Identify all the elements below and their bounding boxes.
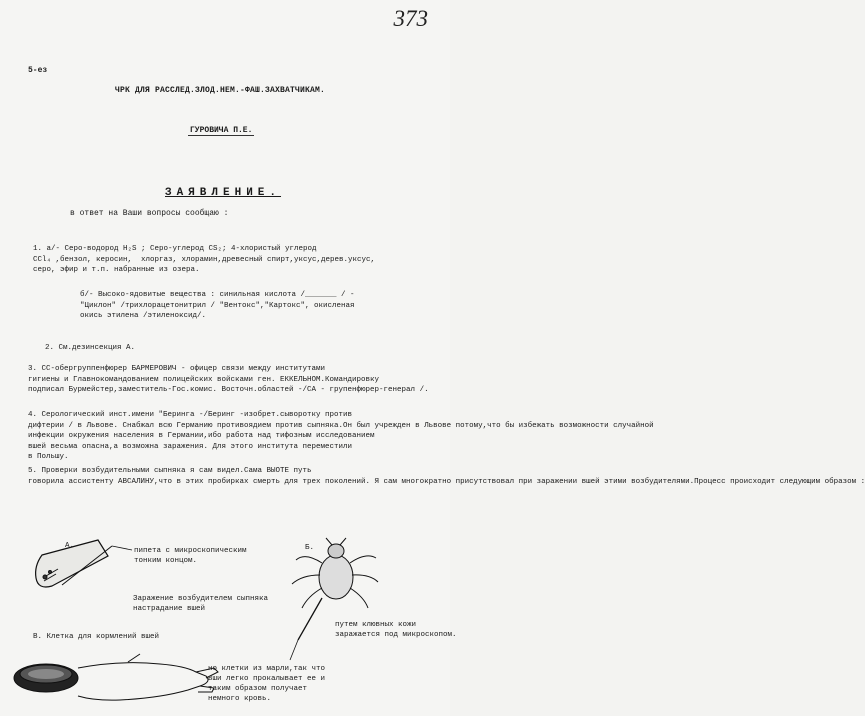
figure-label-a: А. — [65, 542, 75, 550]
cage-caption: В. Клетка для кормлений вшей — [33, 633, 160, 641]
arm-drawing — [78, 654, 218, 700]
feeding-cage-drawing — [14, 664, 78, 692]
paragraph-1b: б/- Высоко-ядовитые вещества : синильная кислота /_______ / - "Циклон" /трихлорацетонитрил / "Вентокс","Картокс", окисленая окись этилена /этиленоксид/. — [80, 291, 355, 321]
test-tube-drawing — [36, 540, 132, 587]
paragraph-1: 1. а/- Серо-водород H₂S ; Серо-углерод CS₂; 4-хлористый углерод CCl₄ ,бензол, керосин, хлоргаз, хлорамин,древесный спирт,уксус,дерев.уксус, серо, эфир и т.п. набранные из озера. — [33, 245, 376, 275]
document-id: 5-ез — [28, 66, 48, 75]
paragraph-2: 2. См.дезинсекция А. — [45, 344, 136, 352]
paragraph-4: 4. Серологический инст.имени "Беринга -/Беринг -изобрет.сыворотку против дифтерии / в Львове. Снабжал всю Германию противоядием против сыпняка.Он был учрежден в Львове потому,что бы избежать возможности случайной инфекции окружения населения в Германии,ибо работа над тифозным исследованием вшей весьма опасна,а возможна заражения. Для этого института переместили в Польшу. — [28, 411, 654, 462]
bite-caption: путем клювных кожи заражается под микроскопом. — [335, 621, 457, 639]
lice-caption: Заражение возбудителем сыпняка настрадание вшей — [133, 595, 269, 613]
document-title: ЗАЯВЛЕНИЕ. — [165, 187, 282, 199]
document-header: ЧРК ДЛЯ РАССЛЕД.ЗЛОД.НЕМ.-ФАШ.ЗАХВАТЧИКАМ. — [115, 86, 326, 95]
louse-drawing — [290, 538, 378, 660]
person-name: ГУРОВИЧА П.Е. — [190, 126, 253, 135]
figure-label-b: Б. — [305, 544, 315, 552]
intro-line: в ответ на Ваши вопросы сообщаю : — [70, 209, 229, 218]
paragraph-5: 5. Проверки возбудительными сыпняка я сам видел.Сама ВЫОТЕ путь говорила ассистенту АВСАЛИНУ,что в этих пробирках смерть для трех поколений. Я сам многократно присутствовал при заражении вшей этими возбудителями.Процесс происходит следующим образом : — [28, 467, 865, 486]
paragraph-3: 3. СС-обергруппенфюрер БАРМЕРОВИЧ - офицер связи между институтами гигиены и Главнокомандованием полицейских войсками ген. ЕККЕЛЬНОМ.Командировку подписал Бурмейстер,заместитель-Гос.комис. Восточн.областей -/СА - групенфюрер-генерал /. — [28, 365, 429, 395]
pipette-caption: пипета с микроскопическим тонким концом. — [134, 547, 247, 565]
page-number: 373 — [393, 6, 428, 31]
feeding-caption: но клетки из марли,так что вши легко прокалывает ее и таким образом получает немного кровь. — [208, 665, 326, 703]
